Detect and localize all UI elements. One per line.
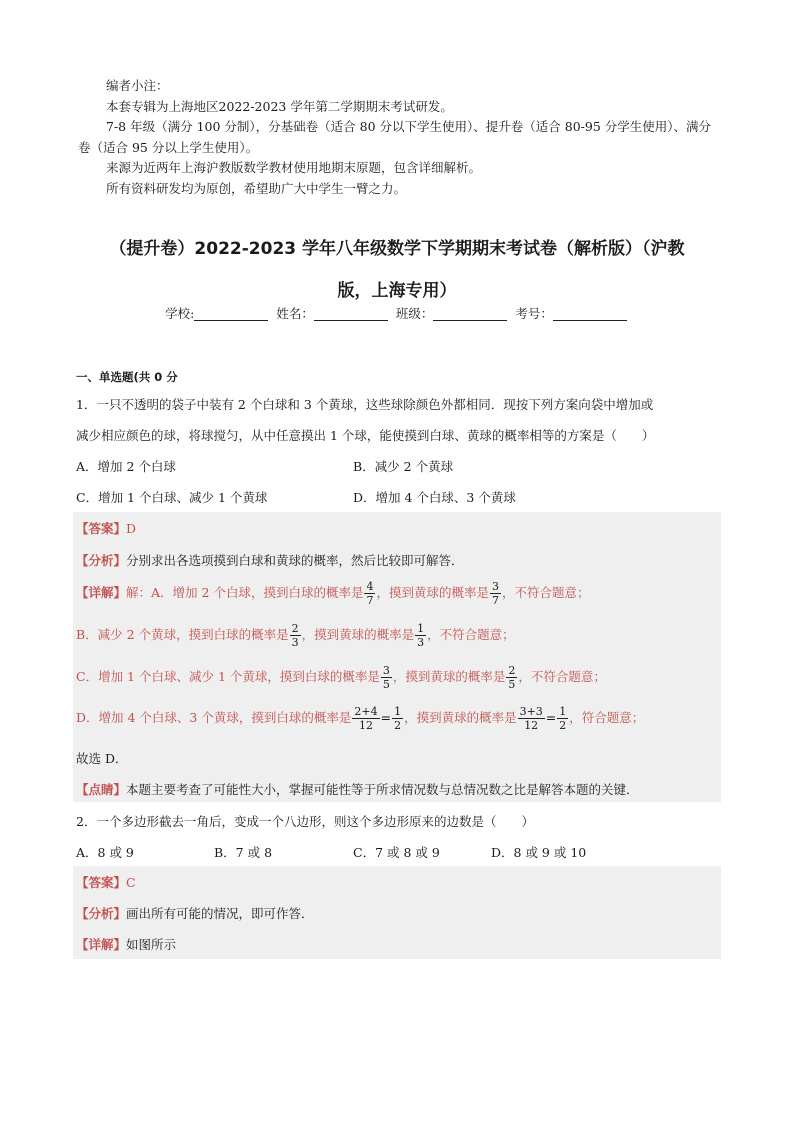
- comment-text: 本题主要考查了可能性大小，掌握可能性等于所求情况数与总情况数之比是解答本题的关键．: [126, 782, 639, 797]
- q2-detail: [76, 935, 176, 953]
- number-label: 考号：: [515, 306, 553, 321]
- q1-option-c: C．增加 1 个白球、减少 1 个黄球: [76, 490, 268, 505]
- analysis-tag: 【分析】: [76, 553, 127, 568]
- q1-stem-line2: 减少相应颜色的球，将球搅匀，从中任意摸出 1 个球，能使摸到白球、黄球的概率相等的方案是（ ）: [76, 428, 655, 443]
- school-blank: [194, 306, 268, 321]
- fraction: $\frac{2+4}{12}$: [354, 705, 378, 732]
- detail-text: ，摸到黄球的概率是: [376, 585, 489, 600]
- q2-option-a: A．8 或 9: [76, 845, 134, 860]
- equals-sign: =: [380, 710, 392, 725]
- equals-sign: =: [545, 710, 557, 725]
- q1-detail-d: [76, 705, 644, 732]
- fraction: $\frac{2}{5}$: [508, 664, 516, 691]
- answer-value: C: [126, 875, 136, 890]
- detail-text: 如图所示: [126, 937, 177, 952]
- student-info-row: [0, 304, 794, 322]
- detail-tag: 【详解】: [76, 585, 127, 600]
- comment-tag: 【点睛】: [76, 782, 127, 797]
- fraction: $\frac{1}{2}$: [394, 705, 402, 732]
- q2-stem: 2．一个多边形截去一角后，变成一个八边形，则这个多边形原来的边数是（ ）: [76, 814, 534, 829]
- q1-detail-a: [76, 580, 589, 607]
- q2-answer: [76, 873, 136, 891]
- detail-text: D．增加 4 个白球、3 个黄球，摸到白球的概率是: [76, 710, 352, 725]
- q1-stem-line1: 1．一只不透明的袋子中装有 2 个白球和 3 个黄球，这些球除颜色外都相同．现按下列方案向袋中增加或: [76, 397, 654, 412]
- detail-text: ，摸到黄球的概率是: [404, 710, 517, 725]
- name-label: 姓名：: [276, 306, 314, 321]
- detail-text: ，摸到黄球的概率是: [392, 669, 506, 684]
- detail-text: C．增加 1 个白球、减少 1 个黄球，摸到白球的概率是: [76, 669, 380, 684]
- fraction: $\frac{3}{5}$: [382, 664, 390, 691]
- editor-note: [78, 76, 723, 199]
- fraction: $\frac{1}{3}$: [417, 622, 425, 649]
- fraction: $\frac{1}{2}$: [559, 705, 567, 732]
- exam-title: [70, 228, 724, 312]
- school-label: 学校:: [165, 306, 195, 321]
- q1-option-d: D．增加 4 个白球、3 个黄球: [353, 490, 516, 505]
- fraction: $\frac{3+3}{12}$: [519, 705, 543, 732]
- q2-option-d: D．8 或 9 或 10: [491, 845, 587, 860]
- fraction: $\frac{4}{7}$: [366, 580, 374, 607]
- class-label: 班级：: [395, 306, 434, 321]
- fraction: $\frac{3}{7}$: [491, 580, 499, 607]
- q1-choose: 故选 D．: [76, 751, 128, 766]
- editor-note-line: 来源为近两年上海沪教版数学教材使用地期末原题，包含详细解析。: [106, 160, 482, 175]
- q2-option-b: B．7 或 8: [214, 845, 273, 860]
- editor-note-line: 本套专辑为上海地区2022-2023 学年第二学期期末考试研发。: [106, 98, 453, 114]
- detail-text: ，不符合题意；: [518, 669, 606, 684]
- detail-text: ，不符合题意；: [501, 585, 590, 600]
- q1-comment: [76, 780, 639, 798]
- detail-text: ，摸到黄球的概率是: [301, 627, 415, 642]
- detail-tag: 【详解】: [76, 937, 127, 952]
- editor-note-line: 所有资料研发均为原创，希望助广大中学生一臂之力。: [106, 180, 407, 196]
- q1-answer: [76, 519, 136, 537]
- q1-option-a: A．增加 2 个白球: [76, 459, 176, 474]
- number-blank: [553, 306, 627, 321]
- detail-text: B．减少 2 个黄球，摸到白球的概率是: [76, 627, 289, 642]
- answer-tag: 【答案】: [76, 521, 127, 536]
- name-blank: [314, 306, 388, 321]
- q1-analysis: [76, 551, 464, 569]
- editor-note-heading: 编者小注：: [106, 78, 169, 93]
- q1-detail-b: [76, 622, 515, 649]
- q2-option-c: C．7 或 8 或 9: [353, 845, 440, 860]
- detail-text: 解：A．增加 2 个白球，摸到白球的概率是: [126, 585, 364, 600]
- fraction: $\frac{2}{3}$: [291, 622, 299, 649]
- detail-text: ，不符合题意；: [427, 627, 515, 642]
- exam-title-line1: （提升卷）2022-2023 学年八年级数学下学期期末考试卷（解析版）（沪教: [109, 239, 685, 259]
- class-blank: [433, 306, 507, 321]
- q1-detail-c: [76, 664, 606, 691]
- answer-value: D: [126, 521, 137, 536]
- q2-analysis: [76, 904, 314, 922]
- detail-text: ，符合题意；: [569, 710, 645, 725]
- section-heading: 一、单选题(共 0 分: [76, 370, 178, 384]
- analysis-text: 画出所有可能的情况，即可作答．: [126, 906, 314, 921]
- analysis-tag: 【分析】: [76, 906, 127, 921]
- q1-option-b: B．减少 2 个黄球: [353, 459, 454, 474]
- analysis-text: 分别求出各选项摸到白球和黄球的概率，然后比较即可解答．: [126, 553, 464, 568]
- answer-tag: 【答案】: [76, 875, 127, 890]
- exam-title-line2: 版，上海专用）: [337, 281, 457, 301]
- editor-note-line: 7-8 年级（满分 100 分制），分基础卷（适合 80 分以下学生使用）、提升卷（适合 80-95 分学生使用）、满分卷（适合 95 分以上学生使用）。: [78, 119, 711, 155]
